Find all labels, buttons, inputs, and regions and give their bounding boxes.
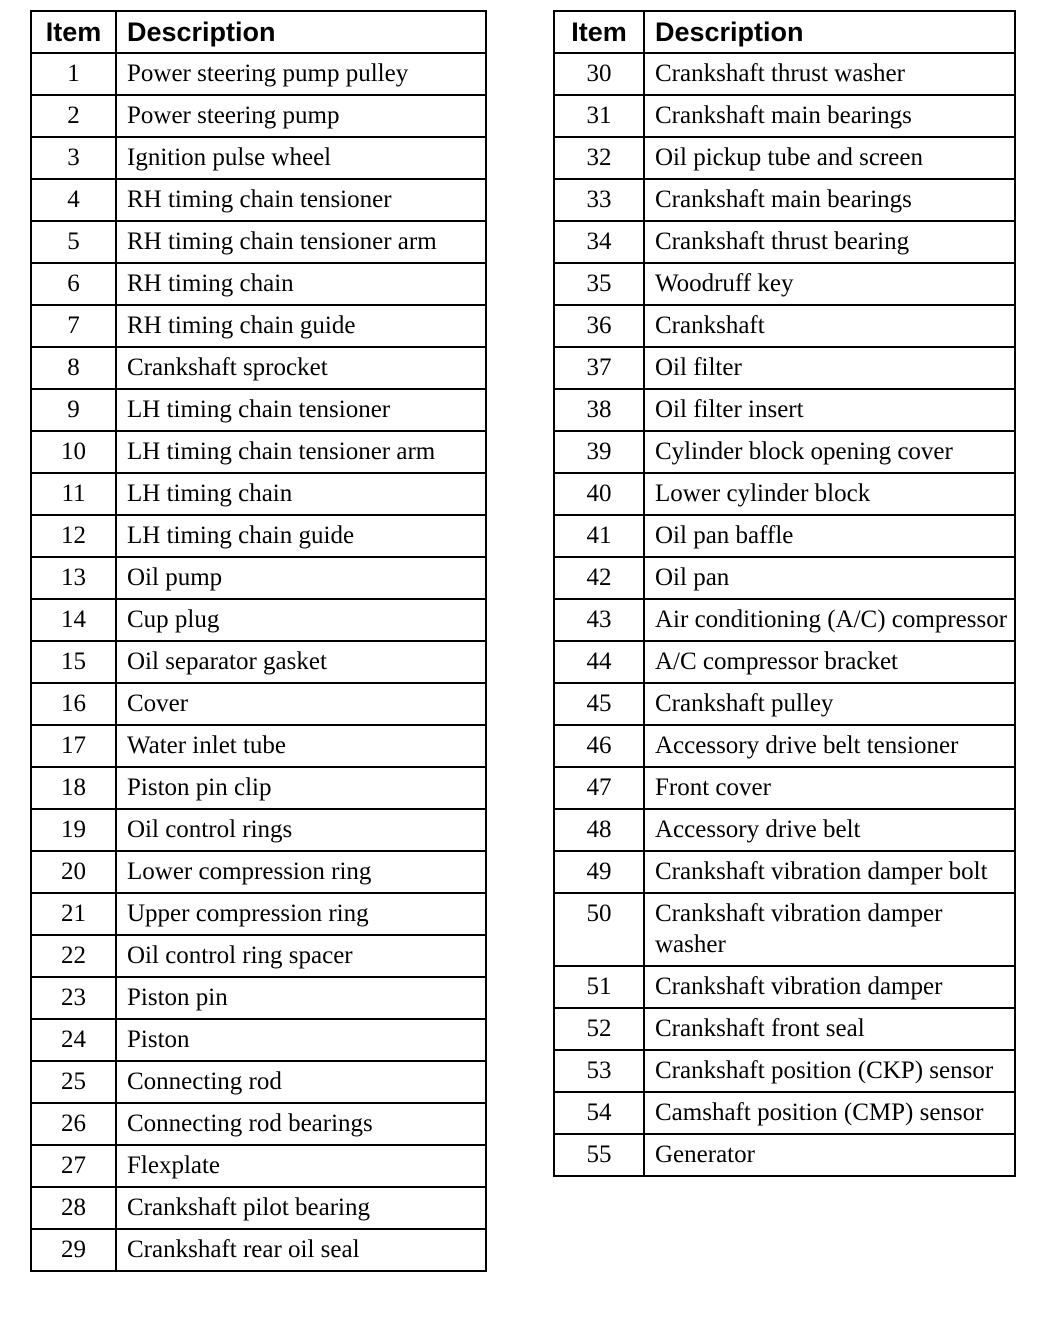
description-cell: RH timing chain guide xyxy=(116,305,486,347)
item-number-cell: 5 xyxy=(31,221,116,263)
description-cell: Crankshaft thrust bearing xyxy=(644,221,1015,263)
item-number-cell: 46 xyxy=(554,725,644,767)
description-cell: Front cover xyxy=(644,767,1015,809)
item-number-cell: 17 xyxy=(31,725,116,767)
table-row xyxy=(554,431,1015,473)
description-cell: Crankshaft main bearings xyxy=(644,95,1015,137)
description-cell: RH timing chain xyxy=(116,263,486,305)
item-number-cell: 21 xyxy=(31,893,116,935)
table-row xyxy=(554,137,1015,179)
description-cell: Crankshaft vibration damper washer xyxy=(644,893,1015,966)
table-row xyxy=(554,515,1015,557)
table-row xyxy=(554,966,1015,1008)
item-number-cell: 37 xyxy=(554,347,644,389)
description-cell: Piston xyxy=(116,1019,486,1061)
item-number-cell: 27 xyxy=(31,1145,116,1187)
description-cell: Crankshaft sprocket xyxy=(116,347,486,389)
item-number-cell: 28 xyxy=(31,1187,116,1229)
item-number-cell: 33 xyxy=(554,179,644,221)
description-cell: Piston pin xyxy=(116,977,486,1019)
table-row xyxy=(31,1103,486,1145)
item-number-cell: 12 xyxy=(31,515,116,557)
item-number-cell: 42 xyxy=(554,557,644,599)
table-row xyxy=(31,431,486,473)
table-row xyxy=(554,263,1015,305)
description-cell: Crankshaft pulley xyxy=(644,683,1015,725)
description-cell: A/C compressor bracket xyxy=(644,641,1015,683)
description-cell: Woodruff key xyxy=(644,263,1015,305)
table-row xyxy=(554,683,1015,725)
description-cell: LH timing chain xyxy=(116,473,486,515)
item-number-cell: 53 xyxy=(554,1050,644,1092)
description-cell: Connecting rod bearings xyxy=(116,1103,486,1145)
table-row xyxy=(554,1050,1015,1092)
item-column-header: Item xyxy=(31,11,116,53)
item-number-cell: 3 xyxy=(31,137,116,179)
item-number-cell: 26 xyxy=(31,1103,116,1145)
description-cell: Ignition pulse wheel xyxy=(116,137,486,179)
table-row xyxy=(31,389,486,431)
item-number-cell: 43 xyxy=(554,599,644,641)
item-number-cell: 6 xyxy=(31,263,116,305)
item-number-cell: 13 xyxy=(31,557,116,599)
description-cell: Crankshaft pilot bearing xyxy=(116,1187,486,1229)
description-cell: Cup plug xyxy=(116,599,486,641)
item-number-cell: 8 xyxy=(31,347,116,389)
table-row xyxy=(31,683,486,725)
description-cell: Oil pump xyxy=(116,557,486,599)
header-row xyxy=(31,11,486,53)
description-cell: Cylinder block opening cover xyxy=(644,431,1015,473)
description-cell: Oil filter xyxy=(644,347,1015,389)
item-number-cell: 35 xyxy=(554,263,644,305)
table-row xyxy=(31,1145,486,1187)
description-cell: Lower compression ring xyxy=(116,851,486,893)
table-row xyxy=(31,767,486,809)
table-row xyxy=(31,893,486,935)
table-row xyxy=(31,725,486,767)
item-number-cell: 32 xyxy=(554,137,644,179)
item-number-cell: 39 xyxy=(554,431,644,473)
table-row xyxy=(31,305,486,347)
table-row xyxy=(554,95,1015,137)
table-row xyxy=(31,1019,486,1061)
table-row xyxy=(31,53,486,95)
table-row xyxy=(554,305,1015,347)
table-row xyxy=(31,557,486,599)
table-row xyxy=(31,473,486,515)
table-row xyxy=(31,263,486,305)
item-number-cell: 11 xyxy=(31,473,116,515)
description-cell: Cover xyxy=(116,683,486,725)
item-number-cell: 50 xyxy=(554,893,644,966)
description-cell: Water inlet tube xyxy=(116,725,486,767)
item-number-cell: 18 xyxy=(31,767,116,809)
item-number-cell: 44 xyxy=(554,641,644,683)
description-cell: Crankshaft front seal xyxy=(644,1008,1015,1050)
table-row xyxy=(554,389,1015,431)
description-cell: Oil pickup tube and screen xyxy=(644,137,1015,179)
description-cell: Generator xyxy=(644,1134,1015,1176)
table-row xyxy=(554,179,1015,221)
table-row xyxy=(31,977,486,1019)
item-number-cell: 30 xyxy=(554,53,644,95)
description-cell: Camshaft position (CMP) sensor xyxy=(644,1092,1015,1134)
description-cell: Oil control ring spacer xyxy=(116,935,486,977)
item-number-cell: 51 xyxy=(554,966,644,1008)
table-row xyxy=(554,893,1015,966)
description-cell: Oil pan baffle xyxy=(644,515,1015,557)
item-number-cell: 2 xyxy=(31,95,116,137)
item-number-cell: 19 xyxy=(31,809,116,851)
table-row xyxy=(31,347,486,389)
table-row xyxy=(554,347,1015,389)
description-cell: Upper compression ring xyxy=(116,893,486,935)
description-cell: Crankshaft vibration damper bolt xyxy=(644,851,1015,893)
item-number-cell: 14 xyxy=(31,599,116,641)
table-row xyxy=(554,599,1015,641)
table-row xyxy=(554,851,1015,893)
parts-table-right xyxy=(553,10,1016,1177)
item-number-cell: 41 xyxy=(554,515,644,557)
table-row xyxy=(554,53,1015,95)
table-row xyxy=(554,1092,1015,1134)
item-number-cell: 24 xyxy=(31,1019,116,1061)
parts-table-left xyxy=(30,10,487,1272)
description-cell: Crankshaft rear oil seal xyxy=(116,1229,486,1271)
table-row xyxy=(31,1061,486,1103)
description-cell: Piston pin clip xyxy=(116,767,486,809)
table-row xyxy=(31,1187,486,1229)
description-cell: Flexplate xyxy=(116,1145,486,1187)
item-number-cell: 20 xyxy=(31,851,116,893)
table-row xyxy=(554,221,1015,263)
item-number-cell: 47 xyxy=(554,767,644,809)
item-number-cell: 49 xyxy=(554,851,644,893)
description-cell: LH timing chain tensioner xyxy=(116,389,486,431)
description-cell: RH timing chain tensioner xyxy=(116,179,486,221)
item-number-cell: 9 xyxy=(31,389,116,431)
description-cell: Air conditioning (A/C) compressor xyxy=(644,599,1015,641)
item-number-cell: 29 xyxy=(31,1229,116,1271)
item-number-cell: 52 xyxy=(554,1008,644,1050)
description-cell: Oil filter insert xyxy=(644,389,1015,431)
table-row xyxy=(554,809,1015,851)
table-row xyxy=(31,851,486,893)
item-number-cell: 25 xyxy=(31,1061,116,1103)
description-column-header: Description xyxy=(116,11,486,53)
description-cell: LH timing chain tensioner arm xyxy=(116,431,486,473)
description-cell: Crankshaft position (CKP) sensor xyxy=(644,1050,1015,1092)
table-row xyxy=(31,1229,486,1271)
item-number-cell: 34 xyxy=(554,221,644,263)
table-row xyxy=(554,725,1015,767)
description-cell: Crankshaft thrust washer xyxy=(644,53,1015,95)
description-cell: Oil control rings xyxy=(116,809,486,851)
item-number-cell: 4 xyxy=(31,179,116,221)
item-number-cell: 40 xyxy=(554,473,644,515)
item-number-cell: 10 xyxy=(31,431,116,473)
description-cell: Crankshaft vibration damper xyxy=(644,966,1015,1008)
item-number-cell: 1 xyxy=(31,53,116,95)
table-row xyxy=(554,767,1015,809)
item-number-cell: 48 xyxy=(554,809,644,851)
description-cell: Crankshaft main bearings xyxy=(644,179,1015,221)
description-cell: Oil separator gasket xyxy=(116,641,486,683)
table-row xyxy=(31,809,486,851)
description-cell: Oil pan xyxy=(644,557,1015,599)
table-row xyxy=(554,1134,1015,1176)
parts-table-right-body xyxy=(554,53,1015,1176)
description-cell: Accessory drive belt tensioner xyxy=(644,725,1015,767)
table-row xyxy=(31,515,486,557)
table-row xyxy=(554,641,1015,683)
table-row xyxy=(31,221,486,263)
item-number-cell: 45 xyxy=(554,683,644,725)
table-row xyxy=(31,935,486,977)
item-number-cell: 16 xyxy=(31,683,116,725)
description-cell: Crankshaft xyxy=(644,305,1015,347)
description-cell: RH timing chain tensioner arm xyxy=(116,221,486,263)
description-cell: LH timing chain guide xyxy=(116,515,486,557)
item-number-cell: 22 xyxy=(31,935,116,977)
item-number-cell: 31 xyxy=(554,95,644,137)
description-cell: Power steering pump pulley xyxy=(116,53,486,95)
item-number-cell: 38 xyxy=(554,389,644,431)
item-number-cell: 23 xyxy=(31,977,116,1019)
item-number-cell: 36 xyxy=(554,305,644,347)
table-row xyxy=(31,641,486,683)
description-cell: Connecting rod xyxy=(116,1061,486,1103)
table-row xyxy=(31,137,486,179)
item-number-cell: 55 xyxy=(554,1134,644,1176)
table-row xyxy=(554,473,1015,515)
description-column-header: Description xyxy=(644,11,1015,53)
item-number-cell: 7 xyxy=(31,305,116,347)
table-row xyxy=(31,599,486,641)
description-cell: Lower cylinder block xyxy=(644,473,1015,515)
description-cell: Power steering pump xyxy=(116,95,486,137)
table-row xyxy=(31,179,486,221)
item-number-cell: 15 xyxy=(31,641,116,683)
table-row xyxy=(31,95,486,137)
table-row xyxy=(554,557,1015,599)
table-row xyxy=(554,1008,1015,1050)
header-row xyxy=(554,11,1015,53)
item-number-cell: 54 xyxy=(554,1092,644,1134)
parts-table-left-body xyxy=(31,53,486,1271)
item-column-header: Item xyxy=(554,11,644,53)
description-cell: Accessory drive belt xyxy=(644,809,1015,851)
